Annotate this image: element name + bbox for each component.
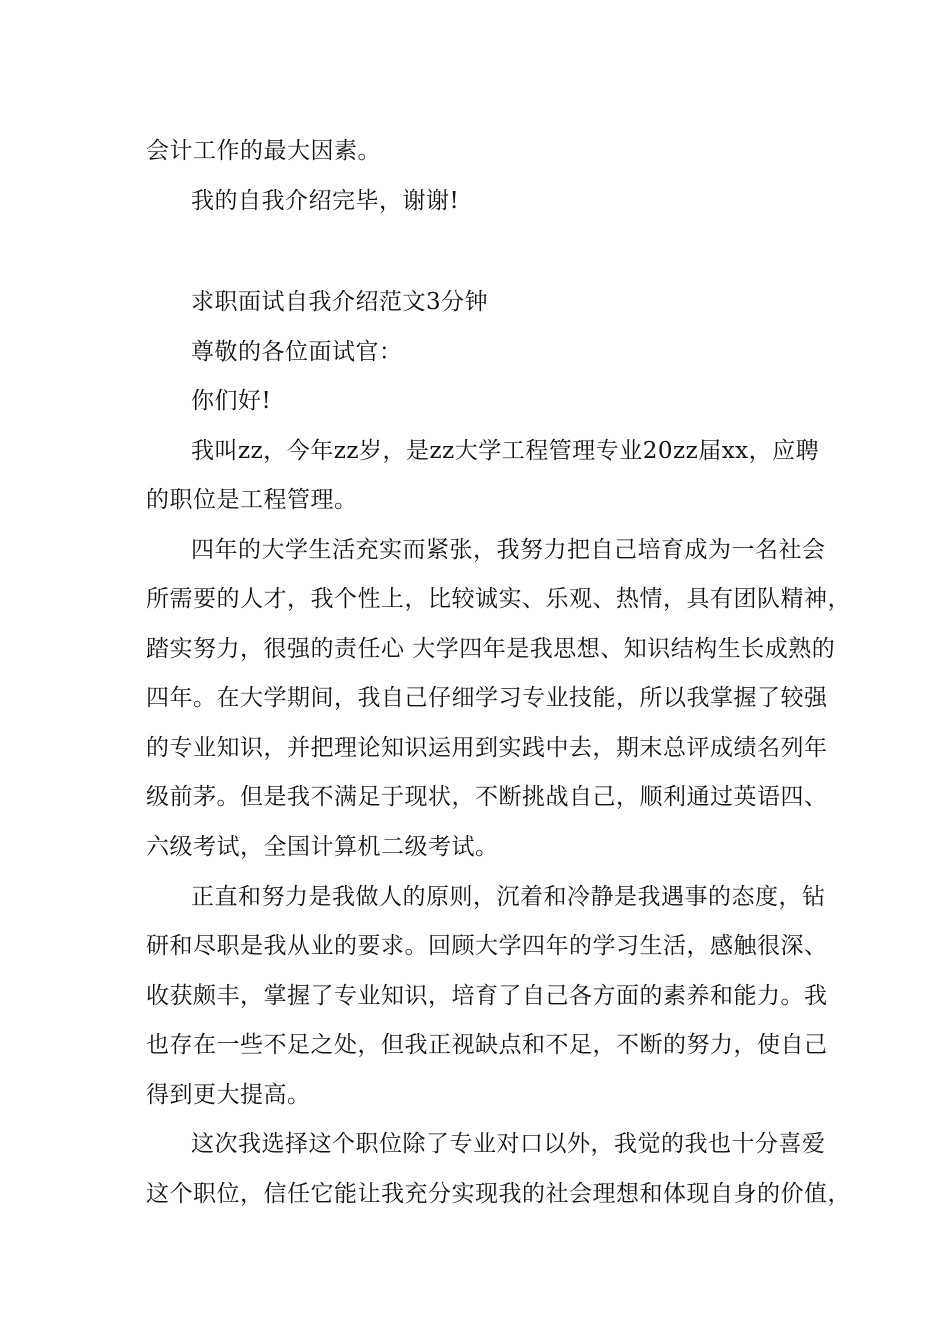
text-line: 的职位是工程管理。: [146, 487, 358, 513]
text-line: 四年。在大学期间，我自己仔细学习专业技能，所以我掌握了较强: [146, 685, 828, 711]
text-line: 得到更大提高。: [146, 1082, 311, 1108]
text-line: 六级考试，全国计算机二级考试。: [146, 834, 499, 860]
section-title: 求职面试自我介绍范文3分钟: [191, 289, 489, 315]
salutation: 尊敬的各位面试官：: [191, 339, 403, 365]
text-line: 四年的大学生活充实而紧张，我努力把自己培育成为一名社会: [191, 537, 826, 563]
text-line: 会计工作的最大因素。: [146, 138, 381, 164]
text-line: 也存在一些不足之处，但我正视缺点和不足，不断的努力，使自己: [146, 1032, 828, 1058]
text-line: 我的自我介绍完毕，谢谢!: [191, 188, 460, 214]
text-line: 所需要的人才，我个性上，比较诚实、乐观、热情，具有团队精神，: [146, 586, 851, 612]
text-line: 正直和努力是我做人的原则，沉着和冷静是我遇事的态度，钻: [191, 884, 826, 910]
text-line: 踏实努力，很强的责任心 大学四年是我思想、知识结构生长成熟的: [146, 636, 836, 662]
text-line: 研和尽职是我从业的要求。回顾大学四年的学习生活，感触很深、: [146, 933, 828, 959]
greeting: 你们好!: [191, 388, 272, 414]
text-line: 级前茅。但是我不满足于现状，不断挑战自己，顺利通过英语四、: [146, 784, 828, 810]
text-line: 这个职位，信任它能让我充分实现我的社会理想和体现自身的价值，: [146, 1181, 851, 1207]
text-line: 我叫zz，今年zz岁，是zz大学工程管理专业20zz届xx，应聘: [191, 438, 820, 464]
text-line: 收获颇丰，掌握了专业知识，培育了自己各方面的素养和能力。我: [146, 983, 828, 1009]
text-line: 这次我选择这个职位除了专业对口以外，我觉的我也十分喜爱: [191, 1131, 826, 1157]
text-line: 的专业知识，并把理论知识运用到实践中去，期末总评成绩名列年: [146, 735, 828, 761]
